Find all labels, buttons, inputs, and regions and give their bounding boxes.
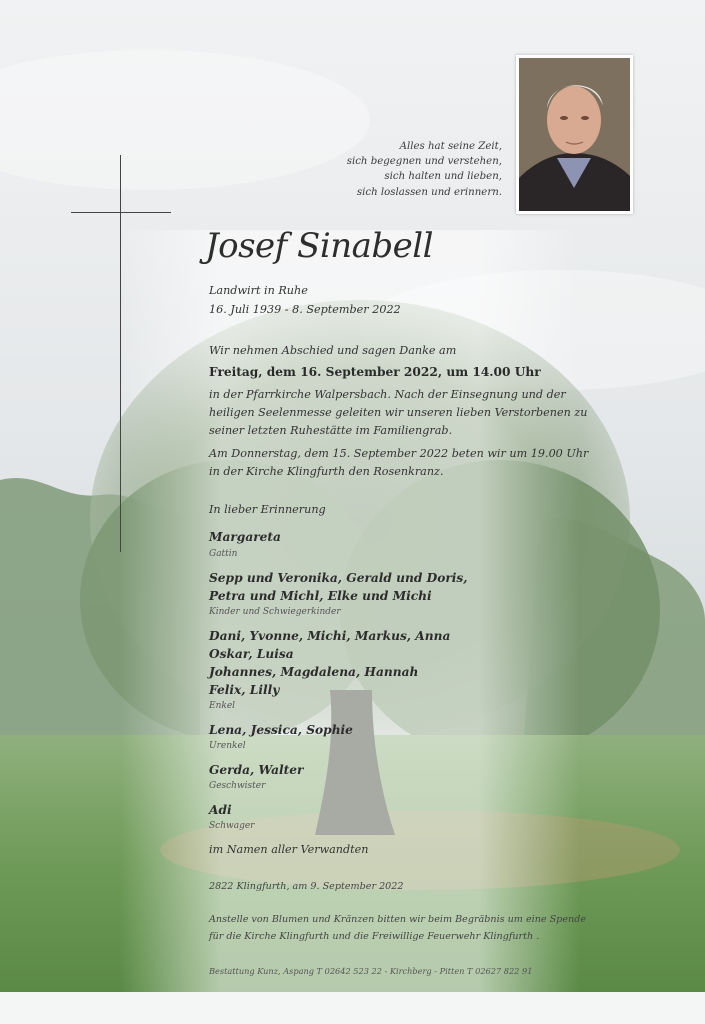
farewell-line: heiligen Seelenmesse geleiten wir unseren lieben Verstorbenen zu — [209, 406, 588, 419]
mourner-names: Johannes, Magdalena, Hannah — [209, 665, 419, 679]
farewell-date-time: Freitag, dem 16. September 2022, um 14.00 Uhr — [209, 365, 541, 379]
mourner-relation: Enkel — [209, 701, 236, 711]
bottom-strip — [0, 992, 705, 1024]
mourner-names: Gerda, Walter — [209, 763, 304, 777]
funeral-home: Bestattung Kunz, Aspang T 02642 523 22 - Kirchberg - Pitten T 02627 822 91 — [209, 966, 533, 976]
donation-line: für die Kirche Klingfurth und die Freiwillige Feuerwehr Klingfurth . — [209, 931, 540, 942]
mourner-relation: Kinder und Schwiegerkinder — [209, 607, 341, 617]
mourner-relation: Urenkel — [209, 741, 246, 751]
mourner-names: Adi — [209, 803, 232, 817]
farewell-intro: Wir nehmen Abschied und sagen Danke am — [209, 344, 457, 357]
donation-line: Anstelle von Blumen und Kränzen bitten wir beim Begräbnis um eine Spende — [209, 914, 586, 925]
place-date: 2822 Klingfurth, am 9. September 2022 — [209, 881, 404, 892]
quote-block — [242, 139, 502, 200]
deceased-occupation: Landwirt in Ruhe — [209, 284, 308, 297]
farewell-line: seiner letzten Ruhestätte im Familiengrab. — [209, 424, 453, 437]
mourner-names: Felix, Lilly — [209, 683, 280, 697]
rosary-line: in der Kirche Klingfurth den Rosenkranz. — [209, 465, 444, 478]
mourner-names: Lena, Jessica, Sophie — [209, 723, 353, 737]
rosary-line: Am Donnerstag, dem 15. September 2022 beten wir um 19.00 Uhr — [209, 447, 589, 460]
cross-icon-horizontal — [71, 212, 171, 213]
quote-line: sich halten und lieben, — [384, 171, 502, 183]
mourner-relation: Schwager — [209, 821, 255, 831]
relatives-line: im Namen aller Verwandten — [209, 843, 369, 856]
quote-line: Alles hat seine Zeit, — [399, 141, 502, 152]
cross-icon-vertical — [120, 155, 121, 552]
mourner-names: Petra und Michl, Elke und Michi — [209, 589, 432, 603]
quote-line: sich begegnen und verstehen, — [346, 156, 502, 168]
quote-line: sich loslassen und erinnern. — [356, 186, 502, 198]
deceased-name: Josef Sinabell — [205, 226, 434, 266]
farewell-line: in der Pfarrkirche Walpersbach. Nach der Einsegnung und der — [209, 388, 566, 401]
in-memory-heading: In lieber Erinnerung — [209, 503, 326, 516]
portrait-image — [519, 58, 630, 211]
mourner-names: Oskar, Luisa — [209, 647, 294, 661]
portrait-photo — [516, 55, 633, 214]
deceased-dates: 16. Juli 1939 - 8. September 2022 — [209, 303, 401, 316]
mourner-names: Sepp und Veronika, Gerald und Doris, — [209, 571, 468, 585]
mourner-relation: Geschwister — [209, 781, 266, 791]
mourner-names: Margareta — [209, 530, 281, 544]
mourner-names: Dani, Yvonne, Michi, Markus, Anna — [209, 629, 451, 643]
mourner-relation: Gattin — [209, 549, 238, 559]
